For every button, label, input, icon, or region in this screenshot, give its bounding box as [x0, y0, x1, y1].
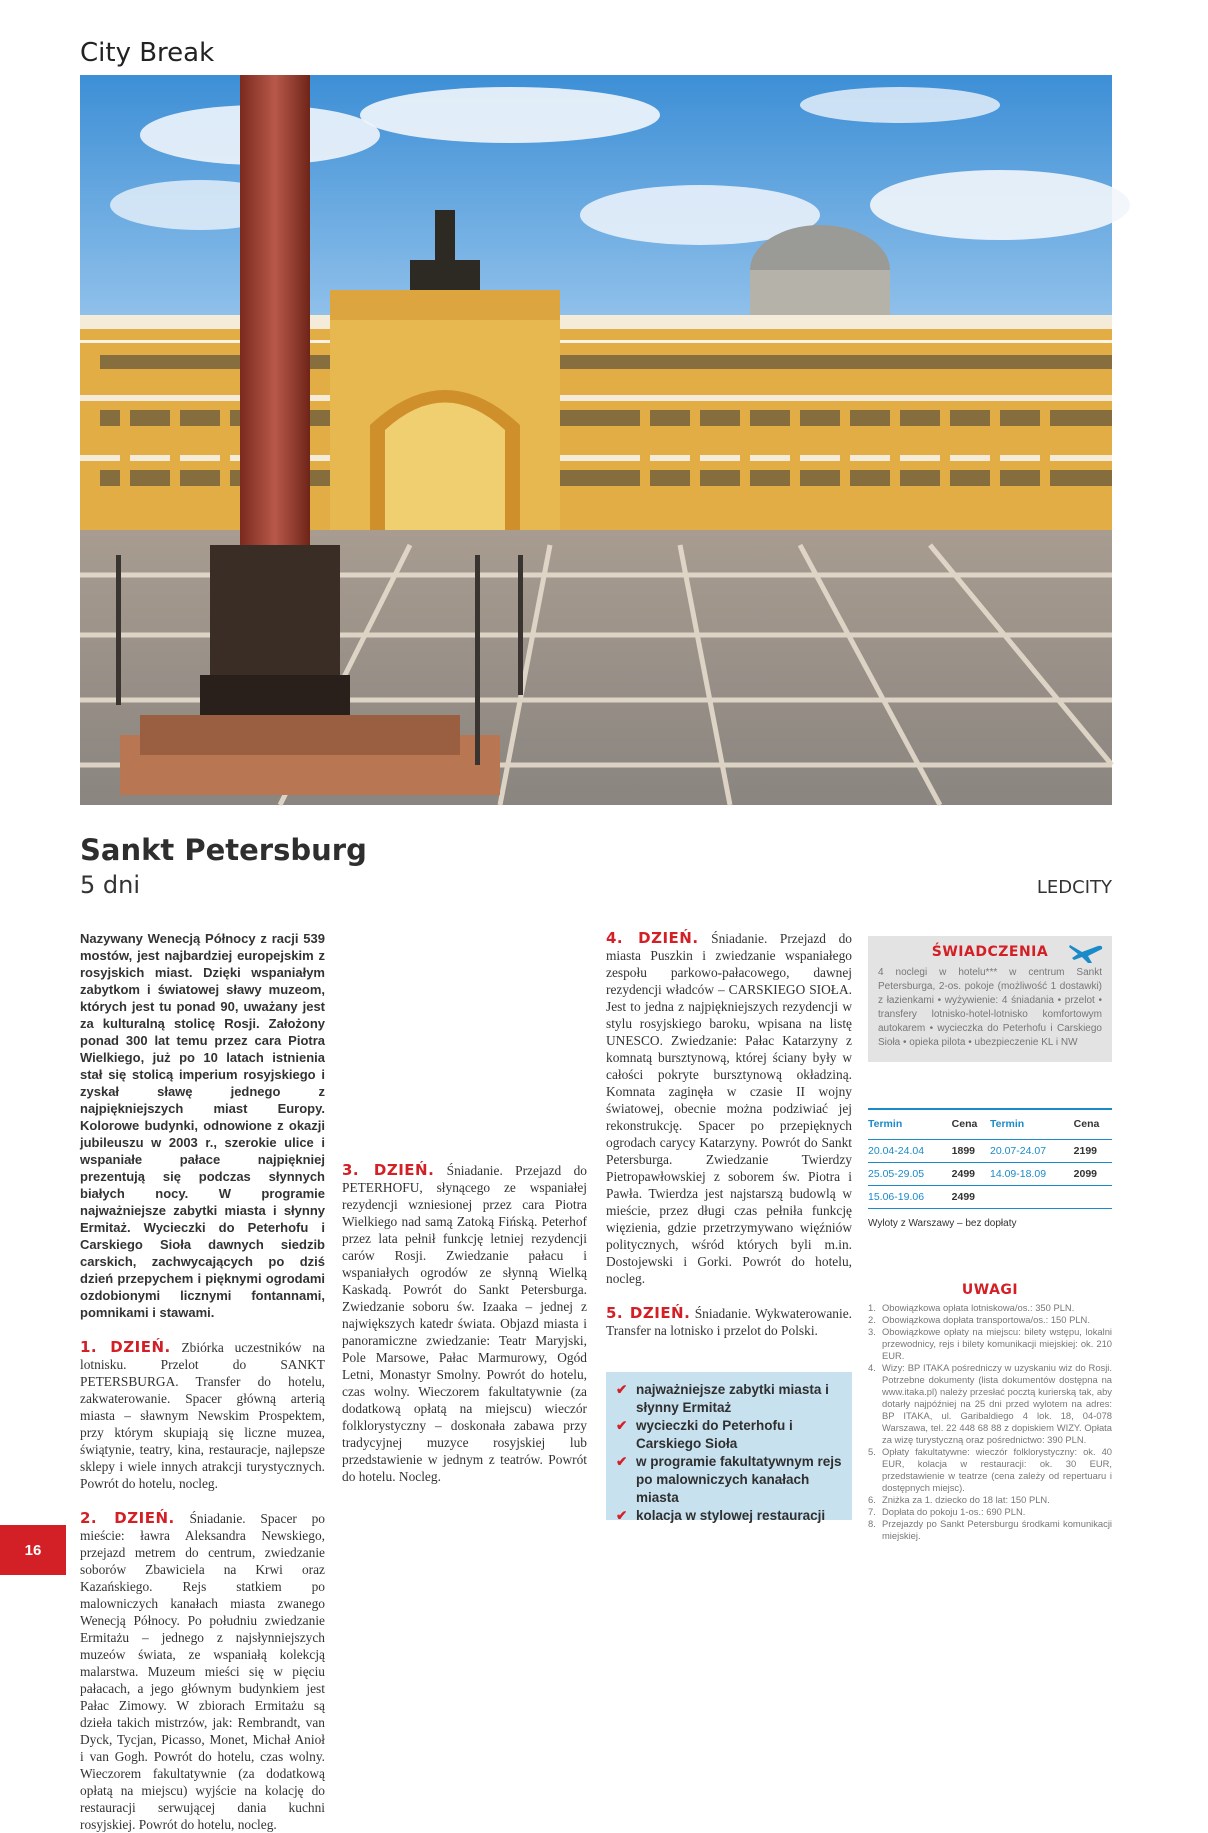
price-cell: 1899 — [952, 1139, 990, 1162]
intro-text: Nazywany Wenecją Północy z racji 539 mostów, jest najbardziej europejskim z rosyjskich miast. Dzięki wspaniałym zabytkom i światowej sławy muzeom, których jest tu ponad 90, uważany jest za kulturalną stolicę Rosji. Założony ponad 300 lat temu przez cara Piotra Wielkiego, już po 10 latach istnienia stał się stolicą imperium rosyjskiego i zyskał sławę jednego z najpiękniejszych miast Europy. Kolorowe budynki, odnowione z okazji jubileuszu w 2003 r., szerokie ulice i wspaniałe pałace najpiękniej prezentują się podczas słynnych białych nocy. W programie najważniejsze zabytki miasta i słynny Ermitaż. Wycieczki do Peterhofu i Carskiego Sioła dawnych siedzib carskich, zachwycających po dziś dzień przepychem i pięknymi ogrodami ozdobionymi licznymi fontannami, pomnikami i stawami. — [80, 931, 325, 1320]
check-icon: ✔ — [616, 1454, 628, 1469]
term-cell: 25.05-29.05 — [868, 1162, 952, 1185]
column-1 — [80, 930, 325, 1833]
page-number: 16 — [0, 1525, 66, 1575]
list-item: 1. Obowiązkowa opłata lotniskowa/os.: 350 PLN. — [868, 1302, 1075, 1313]
list-item: 5. Opłaty fakultatywne: wieczór folklorystyczny: ok. 40 EUR, kolacja w restauracji: ok. 30 EUR, przedstawienie w teatrze (cena zależy od repertuaru i dostępnych miejsc). — [868, 1446, 1112, 1493]
day-2 — [80, 1510, 325, 1833]
list-item: 6. Zniżka za 1. dziecko do 18 lat: 150 PLN. — [868, 1494, 1050, 1505]
col-header-price: Cena — [1074, 1109, 1112, 1139]
column-2 — [342, 930, 587, 1485]
day-1-text: Zbiórka uczestników na lotnisku. Przelot do SANKT PETERSBURGA. Transfer do hotelu, zakwaterowanie. Spacer główną arterią miasta – sławnym Newskim Prospektem, przy którym skupiają się liczne muzea, świątynie, teatry, kina, restauracje, najlepsze sklepy i wiele innych atrakcji turystycznych. Powrót do hotelu, nocleg. — [80, 1340, 325, 1491]
check-icon: ✔ — [616, 1418, 628, 1433]
price-cell: 2199 — [1074, 1139, 1112, 1162]
hero-photo — [80, 75, 1112, 805]
table-row — [868, 1139, 1112, 1162]
col-header-term: Termin — [868, 1109, 952, 1139]
notes-list — [868, 1302, 1112, 1542]
day-3-text: Śniadanie. Przejazd do PETERHOFU, słynącego ze wspaniałej rezydencji wzniesionej przez cara Piotra Wielkiego nad samą Zatoką Fińską. Peterhof przez lata pełnił funkcję letniej rezydencji carów Rosji. Zwiedzanie pałacu i wspaniałych ogrodów ze słynną Wielką Kaskadą. Powrót do Sankt Petersburga. Zwiedzanie soboru św. Izaaka – jednej z największych katedr świata. Objazd miasta i panoramiczne zwiedzanie: Teatr Maryjski, Pole Marsowe, Pałac Marmurowy, Ogód Letni, Monastyr Smolny. Powrót do hotelu, czas wolny. Wieczorem fakultatywnie (za dodatkową opłatą na miejscu) wieczór folklorystyczny – doskonała zabawa przy tradycyjnej muzyce rosyjskiej lub przedstawienie w jednym z teatrów. Powrót do hotelu. Nocleg. — [342, 1163, 587, 1484]
highlights-box — [606, 1372, 852, 1523]
day-2-heading: 2. DZIEŃ. — [80, 1509, 175, 1527]
term-cell: 14.09-18.09 — [990, 1162, 1074, 1185]
price-cell: 2499 — [952, 1185, 990, 1208]
term-cell: 20.04-24.04 — [868, 1139, 952, 1162]
term-cell: 20.07-24.07 — [990, 1139, 1074, 1162]
col-header-price: Cena — [952, 1109, 990, 1139]
day-5-text: Śniadanie. Wykwaterowanie. Transfer na lotnisko i przelot do Polski. — [606, 1306, 852, 1338]
check-icon: ✔ — [616, 1508, 628, 1523]
day-2-text: Śniadanie. Spacer po mieście: ławra Aleksandra Newskiego, przejazd metrem do centrum, zwiedzanie soborów Zbawiciela na Krwi oraz Kazańskiego. Rejs statkiem po malowniczych kanałach miasta zwanego Wenecją Północy. Po południu zwiedzanie Ermitażu – jednego z najsłynniejszych muzeów świata, ze wspaniałą kolekcją malarstwa. Muzeum mieści się w pięciu pałacach, a jego głównym budynkiem jest Pałac Zimowy. W zbiorach Ermitażu są dzieła takich mistrzów, jak: Rembrandt, van Dyck, Tycjan, Picasso, Monet, Michał Anioł i van Gogh. Powrót do hotelu, czas wolny. Wieczorem fakultatywnie (za dodatkową opłatą na miejscu) wyjście na kolację do restauracji serwującej dania kuchni rosyjskiej. Powrót do hotelu, nocleg. — [80, 1511, 326, 1832]
day-5 — [606, 1305, 852, 1339]
price-table-header — [868, 1109, 1112, 1139]
day-4-text: Śniadanie. Przejazd do miasta Puszkin i zwiedzanie wspaniałego zespołu parkowo-pałacowego, dawnej rezydencji władców – CARSKIEGO SIOŁA. Jest to jedna z najpiękniejszych rezydencji w stylu rosyjskiego baroku, wpisana na listę UNESCO. Zwiedzanie: Pałac Katarzyny z komnatą bursztynową, której ściany były w całości pokryte bursztynową okładziną. Komnata zaginęła w czasie II wojny światowej, obecnie można podziwiać jej rekonstrukcję. Spacer po przepięknych ogrodach carycy Katarzyny. Powrót do Sankt Petersburga. Zwiedzanie Twierdzy Pietropawłowskiej z soborem św. Piotra i Pawła. Twierdza jest najstarszą budowlą w mieście, przez długi czas pełniła funkcję więzienia, gdzie przetrzymywano więźniów politycznych, wśród których byli m.in. Dostojewski i Gorki. Powrót do hotelu, nocleg. — [606, 931, 852, 1286]
term-cell — [990, 1185, 1074, 1208]
day-3-heading: 3. DZIEŃ. — [342, 1161, 435, 1179]
day-1-heading: 1. DZIEŃ. — [80, 1338, 171, 1356]
price-note: Wyloty z Warszawy – bez dopłaty — [868, 1218, 1017, 1229]
list-item: 2. Obowiązkowa dopłata transportowa/os.: 150 PLN. — [868, 1314, 1090, 1325]
list-item: 4. Wizy: BP ITAKA pośredniczy w uzyskaniu wiz do Rosji. Potrzebne dokumenty (lista dokumentów dostępna na www.itaka.pl) należy przesłać pocztą kurierską tak, aby dotarły najpóźniej na 25 dni przed wylotem na adres: BP ITAKA, ul. Garibaldiego 4 lok. 18, 04-078 Warszawa, tel. 22 448 68 88 z dopiskiem WIZY. Opłata za wizę turystyczną oraz pośrednictwo: 390 PLN. — [868, 1362, 1112, 1445]
section-label: City Break — [80, 38, 215, 68]
benefits-text: 4 noclegi w hotelu*** w centrum Sankt Petersburga, 2-os. pokoje (możliwość 1 dostawki) z łazienkami • wyżywienie: 4 śniadania • przelot • transfery lotnisko-hotel-lotnisko komfortowym autokarem • wycieczka do Peterhofu i Carskiego Sioła • opieka pilota • ubezpieczenie KL i NW — [878, 967, 1102, 1048]
check-icon: ✔ — [616, 1382, 628, 1397]
term-cell: 15.06-19.06 — [868, 1185, 952, 1208]
list-item: 8. Przejazdy po Sankt Petersburgu środkami komunikacji miejskiej. — [868, 1518, 1112, 1541]
plane-icon — [1068, 942, 1104, 964]
column-3 — [606, 930, 852, 1339]
offer-code: LEDCITY — [1036, 877, 1112, 898]
highlight-item: ✔ wycieczki do Peterhofu i Carskiego Sioła — [616, 1418, 793, 1451]
trip-duration: 5 dni — [80, 871, 141, 899]
highlight-item: ✔ w programie fakultatywnym rejs po malowniczych kanałach miasta — [616, 1454, 842, 1505]
table-row — [868, 1162, 1112, 1185]
day-5-heading: 5. DZIEŃ. — [606, 1304, 691, 1322]
benefits-box — [868, 936, 1112, 1062]
col-header-term: Termin — [990, 1109, 1074, 1139]
day-4-heading: 4. DZIEŃ. — [606, 929, 699, 947]
day-1 — [80, 1339, 325, 1492]
hero-photo-palace-square — [80, 75, 1112, 805]
highlight-item: ✔ najważniejsze zabytki miasta i słynny Ermitaż — [616, 1382, 829, 1415]
price-cell: 2099 — [1074, 1162, 1112, 1185]
day-3 — [342, 1162, 587, 1485]
table-row — [868, 1185, 1112, 1208]
notes-title: UWAGI — [961, 1282, 1019, 1298]
price-cell — [1074, 1185, 1112, 1208]
highlight-item: ✔ kolacja w stylowej restauracji — [616, 1508, 826, 1523]
list-item: 3. Obowiązkowe opłaty na miejscu: bilety wstępu, lokalni przewodnicy, rejs i bilety komunikacji miejskiej: ok. 210 EUR. — [868, 1326, 1112, 1361]
price-cell: 2499 — [952, 1162, 990, 1185]
day-4 — [606, 930, 852, 1287]
list-item: 7. Dopłata do pokoju 1-os.: 690 PLN. — [868, 1506, 1026, 1517]
benefits-title: ŚWIADCZENIA — [931, 944, 1049, 960]
page-title: Sankt Petersburg — [80, 833, 367, 867]
price-table — [868, 1108, 1112, 1209]
